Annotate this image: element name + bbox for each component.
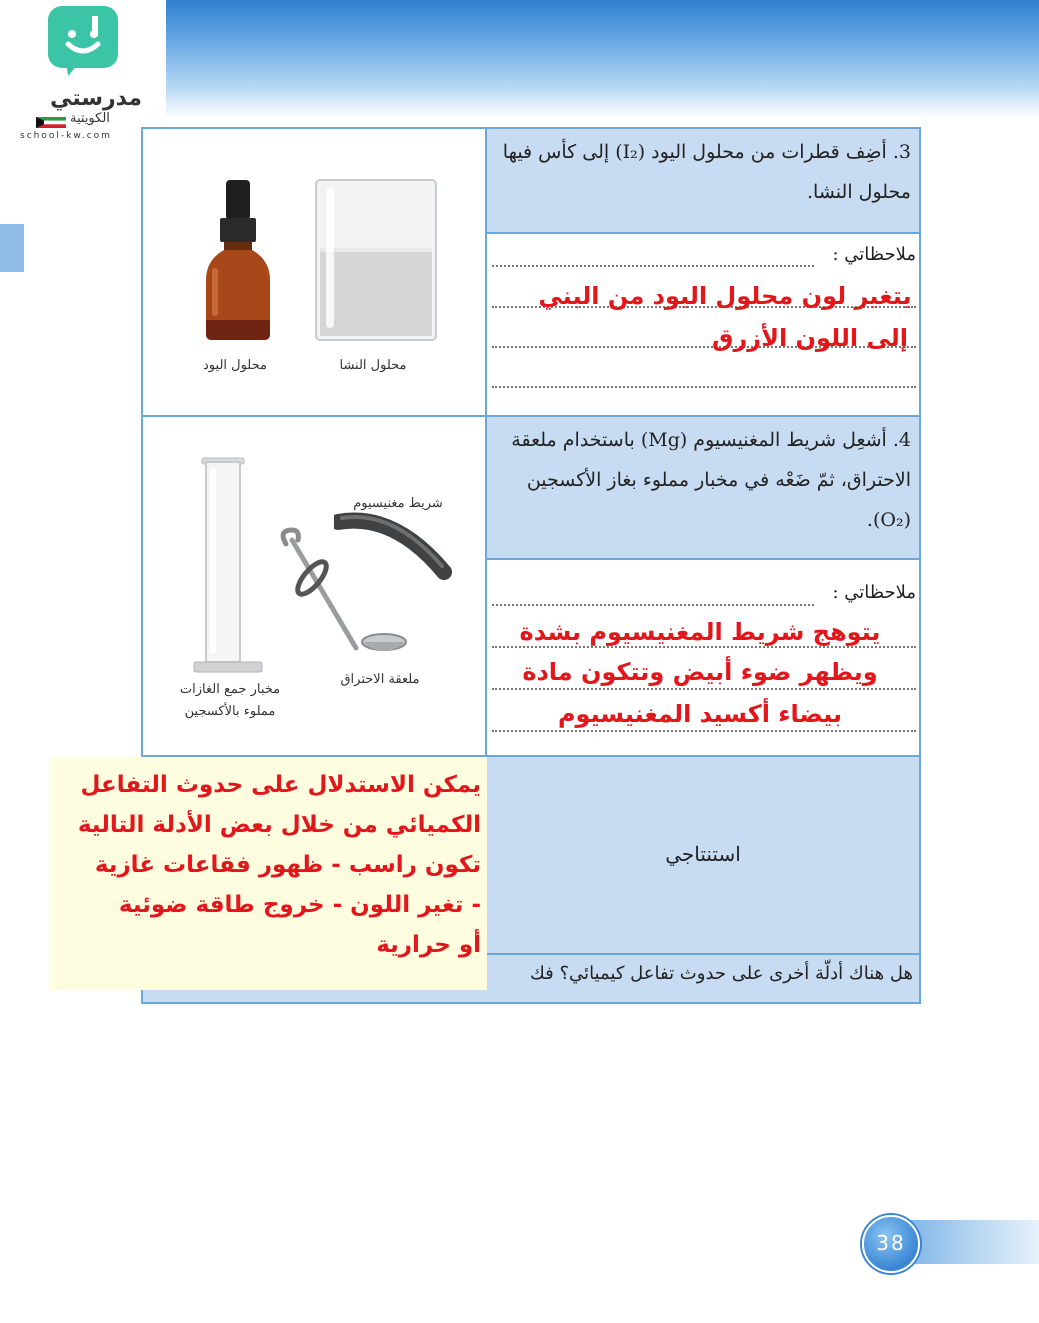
iodine-bottle-image bbox=[200, 178, 276, 344]
starch-beaker-image bbox=[312, 178, 440, 344]
logo-url: school-kw.com bbox=[20, 131, 112, 141]
step4-answer-line1: يتوهج شريط المغنيسيوم بشدة bbox=[519, 618, 881, 646]
note-line: تكون راسب - ظهور فقاعات غازية bbox=[94, 852, 481, 878]
row-divider bbox=[487, 232, 919, 234]
step4-answer-line3: بيضاء أكسيد المغنيسيوم bbox=[557, 700, 843, 728]
step4-observations-label: ملاحظاتي : bbox=[832, 582, 916, 603]
page-number: 38 bbox=[876, 1231, 906, 1255]
step4-instruction: 4. أشعِل شريط المغنيسيوم (Mg) باستخدام ملعقة الاحتراق، ثمّ ضَعْه في مخبار مملوء بغاز الأكسجين (O₂). bbox=[511, 429, 911, 531]
note-line: يمكن الاستدلال على حدوث التفاعل bbox=[80, 772, 481, 798]
note-line: الكميائي من خلال بعض الأدلة التالية bbox=[77, 812, 481, 838]
step4-answer-line2: ويظهر ضوء أبيض وتتكون مادة bbox=[522, 658, 878, 686]
column-divider bbox=[485, 127, 487, 755]
conclusion-title: استنتاجي bbox=[665, 842, 741, 866]
kuwait-flag-icon bbox=[36, 117, 66, 128]
starch-caption: محلول النشا bbox=[339, 358, 407, 373]
ribbon-caption: شريط مغنيسيوم bbox=[353, 496, 443, 511]
conclusion-note-text bbox=[69, 765, 481, 965]
iodine-caption: محلول اليود bbox=[203, 358, 267, 373]
step3-answer-line2: إلى اللون الأزرق bbox=[712, 324, 908, 352]
note-line: أو حرارية bbox=[376, 932, 481, 958]
page-number-badge bbox=[862, 1215, 920, 1273]
gas-cylinder-image bbox=[192, 456, 264, 678]
dotted-line bbox=[492, 604, 814, 606]
side-tab bbox=[0, 224, 24, 272]
step3-instruction: 3. أضِف قطرات من محلول اليود (I₂) إلى كأس فيها محلول النشا. bbox=[502, 141, 911, 203]
cylinder-caption-line2: مملوء بالأكسجين bbox=[184, 704, 276, 719]
step3-answer-line1: يتغير لون محلول اليود من البني bbox=[538, 282, 912, 310]
logo-icon bbox=[46, 4, 120, 78]
step3-observations-label: ملاحظاتي : bbox=[832, 244, 916, 265]
row-divider bbox=[487, 558, 919, 560]
dotted-line bbox=[492, 265, 814, 267]
cylinder-caption-line1: مخبار جمع الغازات bbox=[179, 682, 281, 697]
logo-name: مدرستي bbox=[50, 86, 142, 111]
spoon-caption: ملعقة الاحتراق bbox=[340, 672, 420, 687]
bottom-question: هل هناك أدلّة أخرى على حدوث تفاعل كيميائي؟ فك bbox=[530, 963, 913, 984]
conclusion-note bbox=[49, 757, 487, 990]
magnesium-ribbon-image bbox=[334, 508, 454, 588]
dotted-line bbox=[492, 386, 916, 388]
logo-subtitle: الكويتية bbox=[70, 111, 110, 126]
note-line: - تغير اللون - خروج طاقة ضوئية bbox=[118, 892, 481, 918]
